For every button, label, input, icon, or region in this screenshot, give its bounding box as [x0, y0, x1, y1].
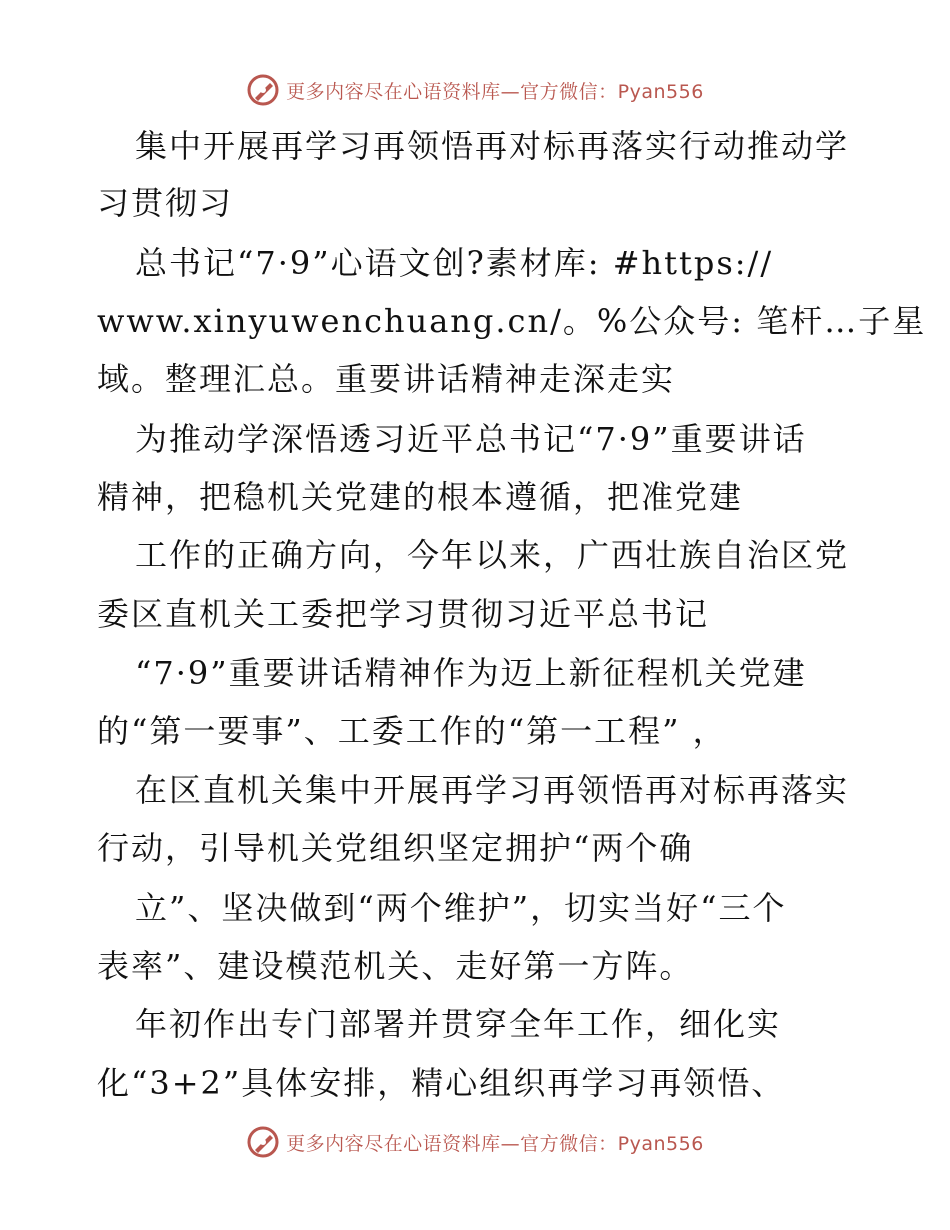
text-line: 工作的正确方向，今年以来，广西壮族自治区党 [135, 536, 850, 574]
watermark-text: 更多内容尽在心语资料库—官方微信：Pyan556 [286, 80, 704, 103]
text-line: 年初作出专门部署并贯穿全年工作，细化实 [135, 1005, 782, 1043]
text-line: 精神，把稳机关党建的根本遵循，把准党建 [97, 478, 744, 516]
text-line: 委区直机关工委把学习贯彻习近平总书记 [97, 595, 710, 633]
watermark-text: 更多内容尽在心语资料库—官方微信：Pyan556 [286, 1132, 704, 1155]
header-watermark [0, 70, 950, 110]
text-line: 为推动学深悟透习近平总书记“7·9”重要讲话 [135, 420, 807, 458]
text-line: 化“3+2”具体安排，精心组织再学习再领悟、 [97, 1064, 786, 1102]
text-line: 总书记“7·9”心语文创?素材库: #https:// [135, 244, 774, 282]
text-line: “7·9”重要讲话精神作为迈上新征程机关党建 [135, 654, 807, 692]
text-line: 集中开展再学习再领悟再对标再落实行动推动学 [135, 127, 850, 165]
text-line: 立”、坚决做到“两个维护”，切实当好“三个 [135, 889, 787, 927]
text-line: 的“第一要事”、工委工作的“第一工程” ， [97, 712, 727, 750]
text-line: 习贯彻习 [97, 184, 234, 222]
footer-watermark [0, 1122, 950, 1162]
text-line: 在区直机关集中开展再学习再领悟再对标再落实 [135, 771, 850, 809]
pen-seal-logo-icon [246, 73, 280, 107]
text-line: www.xinyuwenchuang.cn/。%公众号: 笔杆…子星 [97, 302, 927, 340]
text-line: 行动，引导机关党组织坚定拥护“两个确 [97, 829, 694, 867]
pen-seal-logo-icon [246, 1125, 280, 1159]
text-line: 域。整理汇总。重要讲话精神走深走实 [97, 360, 676, 398]
text-line: 表率”、建设模范机关、走好第一方阵。 [97, 947, 694, 985]
